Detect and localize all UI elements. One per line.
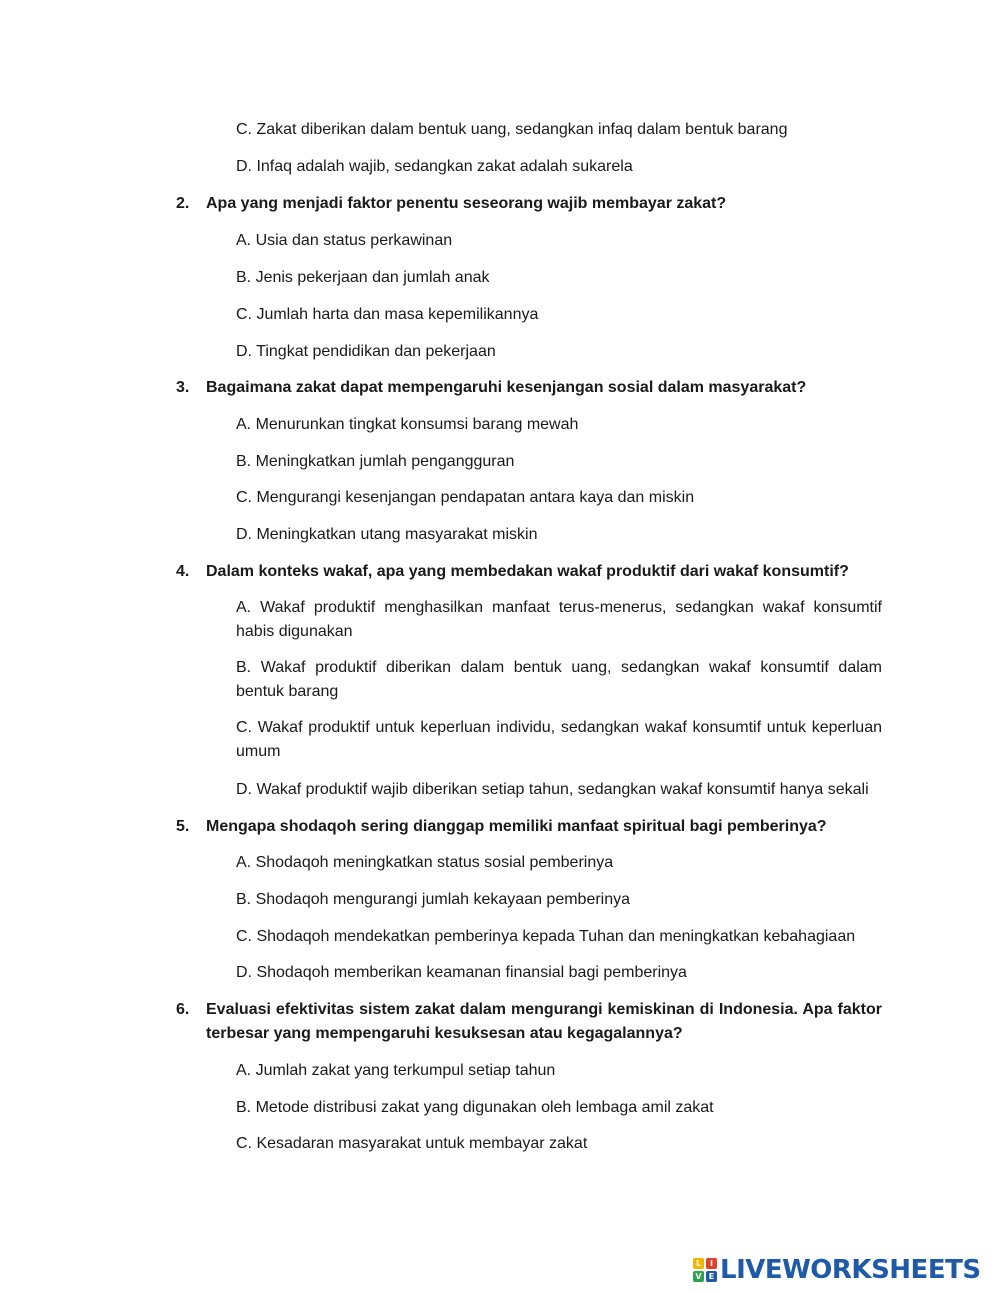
option-5-a[interactable]: A. Shodaqoh meningkatkan status sosial pemberinya [236, 854, 614, 871]
option-2-c[interactable]: C. Jumlah harta dan masa kepemilikannya [236, 306, 539, 323]
logo-block-i: I [706, 1258, 717, 1269]
option-3-a[interactable]: A. Menurunkan tingkat konsumsi barang mewah [236, 416, 579, 433]
option-6-a[interactable]: A. Jumlah zakat yang terkumpul setiap tahun [236, 1062, 556, 1079]
question-5-text: Mengapa shodaqoh sering dianggap memiliki manfaat spiritual bagi pemberinya? [206, 818, 827, 835]
question-3-number: 3. [176, 379, 190, 396]
option-1-d[interactable]: D. Infaq adalah wajib, sedangkan zakat adalah sukarela [236, 158, 633, 175]
question-2-text: Apa yang menjadi faktor penentu seseorang wajib membayar zakat? [206, 195, 727, 212]
question-4-text: Dalam konteks wakaf, apa yang membedakan wakaf produktif dari wakaf konsumtif? [206, 563, 849, 580]
question-6-text: Evaluasi efektivitas sistem zakat dalam mengurangi kemiskinan di Indonesia. Apa faktor terbesar yang mempengaruhi kesuksesan atau kegagalannya? [206, 1001, 882, 1042]
option-1-c[interactable]: C. Zakat diberikan dalam bentuk uang, sedangkan infaq dalam bentuk barang [236, 121, 788, 138]
question-6-number: 6. [176, 1001, 190, 1018]
option-5-c[interactable]: C. Shodaqoh mendekatkan pemberinya kepada Tuhan dan meningkatkan kebahagiaan [236, 928, 856, 945]
option-4-c[interactable]: C. Wakaf produktif untuk keperluan individu, sedangkan wakaf konsumtif untuk keperluan umum [236, 719, 882, 760]
option-2-a[interactable]: A. Usia dan status perkawinan [236, 232, 453, 249]
logo-block-e: E [706, 1271, 717, 1282]
logo-block-v: V [693, 1271, 704, 1282]
option-3-b[interactable]: B. Meningkatkan jumlah pengangguran [236, 453, 515, 470]
option-6-c[interactable]: C. Kesadaran masyarakat untuk membayar zakat [236, 1135, 588, 1152]
option-3-d[interactable]: D. Meningkatkan utang masyarakat miskin [236, 526, 538, 543]
option-6-b[interactable]: B. Metode distribusi zakat yang digunakan oleh lembaga amil zakat [236, 1099, 714, 1116]
option-2-d[interactable]: D. Tingkat pendidikan dan pekerjaan [236, 343, 496, 360]
question-3-text: Bagaimana zakat dapat mempengaruhi kesenjangan sosial dalam masyarakat? [206, 379, 807, 396]
option-2-b[interactable]: B. Jenis pekerjaan dan jumlah anak [236, 269, 490, 286]
logo-block-l: L [693, 1258, 704, 1269]
logo-blocks-icon [693, 1258, 717, 1282]
brand-name: LIVEWORKSHEETS [720, 1255, 981, 1285]
liveworksheets-logo[interactable] [693, 1256, 981, 1284]
option-5-b[interactable]: B. Shodaqoh mengurangi jumlah kekayaan pemberinya [236, 891, 631, 908]
question-4-number: 4. [176, 563, 190, 580]
question-5-number: 5. [176, 818, 190, 835]
option-5-d[interactable]: D. Shodaqoh memberikan keamanan finansial bagi pemberinya [236, 964, 687, 981]
option-3-c[interactable]: C. Mengurangi kesenjangan pendapatan antara kaya dan miskin [236, 489, 695, 506]
option-4-d[interactable]: D. Wakaf produktif wajib diberikan setiap tahun, sedangkan wakaf konsumtif hanya sekali [236, 781, 869, 798]
option-4-a[interactable]: A. Wakaf produktif menghasilkan manfaat terus-menerus, sedangkan wakaf konsumtif habis digunakan [236, 599, 882, 640]
option-4-b[interactable]: B. Wakaf produktif diberikan dalam bentuk uang, sedangkan wakaf konsumtif dalam bentuk barang [236, 659, 882, 700]
question-2-number: 2. [176, 195, 190, 212]
